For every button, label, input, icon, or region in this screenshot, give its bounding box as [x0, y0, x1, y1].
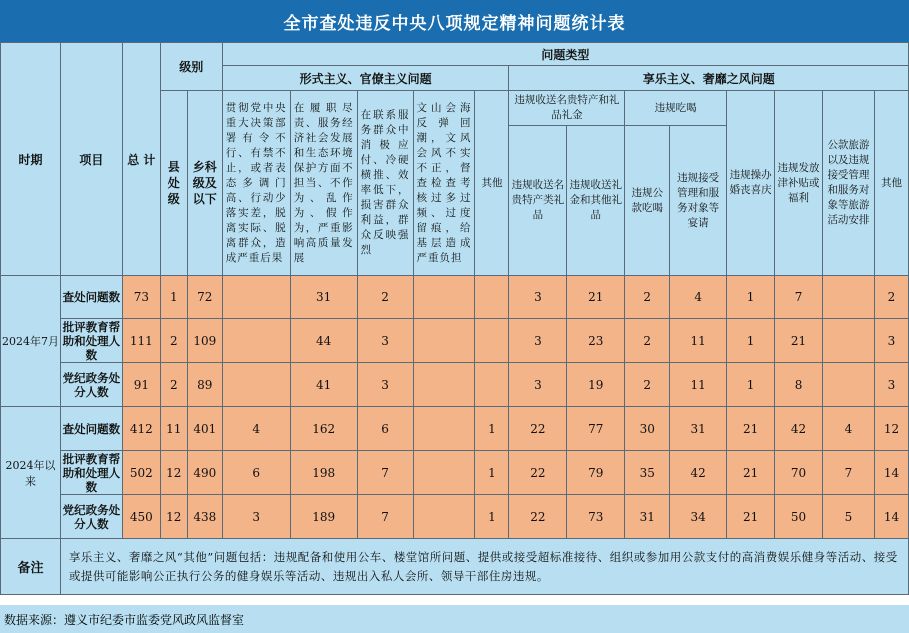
value-cell: 1 — [475, 407, 509, 451]
period-cell: 2024年7月 — [1, 276, 61, 407]
value-cell: 23 — [567, 319, 625, 363]
value-cell: 34 — [670, 495, 727, 539]
value-cell: 1 — [160, 276, 187, 319]
value-cell: 31 — [625, 495, 670, 539]
value-cell: 2 — [625, 276, 670, 319]
value-cell — [413, 276, 475, 319]
value-cell: 490 — [187, 451, 222, 495]
value-cell: 22 — [509, 451, 567, 495]
table-row — [1, 319, 909, 363]
value-cell: 450 — [122, 495, 160, 539]
header-hedonism: 享乐主义、奢靡之风问题 — [509, 66, 909, 91]
value-cell — [822, 363, 874, 407]
value-cell — [475, 319, 509, 363]
value-cell: 2 — [357, 276, 413, 319]
item-cell: 查处问题数 — [60, 276, 122, 319]
value-cell: 5 — [822, 495, 874, 539]
header-formalism-decision: 贯彻党中央重大决策部署有令不行、有禁不止，或者表态多调门高、行动少落实差，脱离实际、脱离群众，造成严重后果 — [222, 91, 290, 276]
value-cell: 6 — [357, 407, 413, 451]
value-cell: 12 — [160, 495, 187, 539]
value-cell: 1 — [727, 276, 775, 319]
value-cell: 22 — [509, 495, 567, 539]
value-cell: 50 — [775, 495, 823, 539]
header-period: 时期 — [1, 43, 61, 276]
value-cell: 91 — [122, 363, 160, 407]
value-cell: 3 — [509, 319, 567, 363]
table-row — [1, 407, 909, 451]
value-cell — [822, 276, 874, 319]
header-wedding: 违规操办婚丧喜庆 — [727, 91, 775, 276]
value-cell: 2 — [625, 363, 670, 407]
value-cell — [222, 363, 290, 407]
value-cell: 73 — [567, 495, 625, 539]
value-cell: 4 — [822, 407, 874, 451]
value-cell: 22 — [509, 407, 567, 451]
value-cell: 31 — [670, 407, 727, 451]
value-cell: 73 — [122, 276, 160, 319]
value-cell: 70 — [775, 451, 823, 495]
value-cell: 42 — [775, 407, 823, 451]
value-cell: 2 — [874, 276, 908, 319]
header-subsidy: 违规发放津补贴或福利 — [775, 91, 823, 276]
header-eat-group: 违规吃喝 — [625, 91, 727, 126]
value-cell: 1 — [727, 363, 775, 407]
value-cell: 2 — [160, 363, 187, 407]
period-cell: 2024年以来 — [1, 407, 61, 539]
value-cell: 12 — [160, 451, 187, 495]
value-cell: 8 — [775, 363, 823, 407]
value-cell: 3 — [509, 363, 567, 407]
value-cell: 41 — [290, 363, 357, 407]
item-cell: 党纪政务处分人数 — [60, 363, 122, 407]
value-cell: 14 — [874, 495, 908, 539]
value-cell: 72 — [187, 276, 222, 319]
value-cell — [413, 319, 475, 363]
header-gift-specialty: 违规收送名贵特产类礼品 — [509, 126, 567, 276]
header-formalism-service: 在联系服务群众中消极应付、冷硬横推、效率低下，损害群众利益，群众反映强烈 — [357, 91, 413, 276]
header-county-level: 县处级 — [160, 91, 187, 276]
value-cell: 2 — [160, 319, 187, 363]
data-source: 数据来源：遵义市纪委市监委党风政风监督室 — [0, 605, 909, 633]
value-cell: 79 — [567, 451, 625, 495]
value-cell: 7 — [357, 451, 413, 495]
value-cell: 44 — [290, 319, 357, 363]
value-cell — [413, 495, 475, 539]
value-cell: 21 — [775, 319, 823, 363]
value-cell: 42 — [670, 451, 727, 495]
value-cell: 3 — [357, 319, 413, 363]
value-cell: 1 — [475, 451, 509, 495]
header-town-level: 乡科级及以下 — [187, 91, 222, 276]
header-travel: 公款旅游以及违规接受管理和服务对象等旅游活动安排 — [822, 91, 874, 276]
note-text: 享乐主义、奢靡之风“其他”问题包括：违规配备和使用公车、楼堂馆所问题、提供或接受超标准接待、组织或参加用公款支付的高消费娱乐健身等活动、接受或提供可能影响公正执行公务的健身娱乐等活动、违规出入私人会所、领导干部住房违规。 — [60, 539, 908, 595]
table-row — [1, 451, 909, 495]
value-cell — [475, 363, 509, 407]
item-cell: 党纪政务处分人数 — [60, 495, 122, 539]
value-cell: 3 — [357, 363, 413, 407]
value-cell: 109 — [187, 319, 222, 363]
table-row — [1, 363, 909, 407]
value-cell — [222, 276, 290, 319]
header-eat-banquet: 违规接受管理和服务对象等宴请 — [670, 126, 727, 276]
item-cell: 查处问题数 — [60, 407, 122, 451]
header-item: 项目 — [60, 43, 122, 276]
value-cell: 3 — [222, 495, 290, 539]
value-cell: 11 — [160, 407, 187, 451]
value-cell: 7 — [357, 495, 413, 539]
value-cell — [475, 276, 509, 319]
value-cell: 438 — [187, 495, 222, 539]
header-level: 级别 — [160, 43, 222, 91]
header-formalism-meetings: 文山会海反弹回潮，文风会风不实不正，督查检查考核过多过频、过度留痕，给基层造成严重负担 — [413, 91, 475, 276]
value-cell: 21 — [727, 407, 775, 451]
header-gift-group: 违规收送名贵特产和礼品礼金 — [509, 91, 625, 126]
value-cell: 412 — [122, 407, 160, 451]
value-cell — [222, 319, 290, 363]
value-cell: 7 — [775, 276, 823, 319]
value-cell: 3 — [509, 276, 567, 319]
value-cell: 11 — [670, 363, 727, 407]
value-cell: 2 — [625, 319, 670, 363]
stats-table — [0, 42, 909, 595]
header-total: 总 计 — [122, 43, 160, 276]
item-cell: 批评教育帮助和处理人数 — [60, 319, 122, 363]
value-cell: 189 — [290, 495, 357, 539]
value-cell: 401 — [187, 407, 222, 451]
value-cell: 11 — [670, 319, 727, 363]
value-cell: 3 — [874, 363, 908, 407]
header-hedonism-other: 其他 — [874, 91, 908, 276]
value-cell — [413, 451, 475, 495]
header-eat-public: 违规公款吃喝 — [625, 126, 670, 276]
value-cell: 35 — [625, 451, 670, 495]
value-cell: 4 — [670, 276, 727, 319]
value-cell: 21 — [727, 451, 775, 495]
value-cell: 12 — [874, 407, 908, 451]
value-cell: 31 — [290, 276, 357, 319]
value-cell: 14 — [874, 451, 908, 495]
value-cell: 89 — [187, 363, 222, 407]
value-cell: 111 — [122, 319, 160, 363]
header-formalism-duty: 在履职尽责、服务经济社会发展和生态环境保护方面不担当、不作为、乱作为、假作为，严重影响高质量发展 — [290, 91, 357, 276]
header-gift-money: 违规收送礼金和其他礼品 — [567, 126, 625, 276]
value-cell: 1 — [727, 319, 775, 363]
value-cell: 4 — [222, 407, 290, 451]
value-cell: 1 — [475, 495, 509, 539]
value-cell — [413, 407, 475, 451]
value-cell — [822, 319, 874, 363]
value-cell: 502 — [122, 451, 160, 495]
value-cell: 3 — [874, 319, 908, 363]
value-cell: 198 — [290, 451, 357, 495]
value-cell: 77 — [567, 407, 625, 451]
value-cell: 19 — [567, 363, 625, 407]
value-cell: 162 — [290, 407, 357, 451]
note-label: 备注 — [1, 539, 61, 595]
value-cell — [413, 363, 475, 407]
item-cell: 批评教育帮助和处理人数 — [60, 451, 122, 495]
table-title: 全市查处违反中央八项规定精神问题统计表 — [0, 0, 909, 42]
table-row — [1, 495, 909, 539]
header-problem-type: 问题类型 — [222, 43, 908, 66]
value-cell: 30 — [625, 407, 670, 451]
header-formalism-other: 其他 — [475, 91, 509, 276]
value-cell: 7 — [822, 451, 874, 495]
value-cell: 21 — [727, 495, 775, 539]
header-formalism: 形式主义、官僚主义问题 — [222, 66, 509, 91]
table-row — [1, 276, 909, 319]
value-cell: 21 — [567, 276, 625, 319]
value-cell: 6 — [222, 451, 290, 495]
